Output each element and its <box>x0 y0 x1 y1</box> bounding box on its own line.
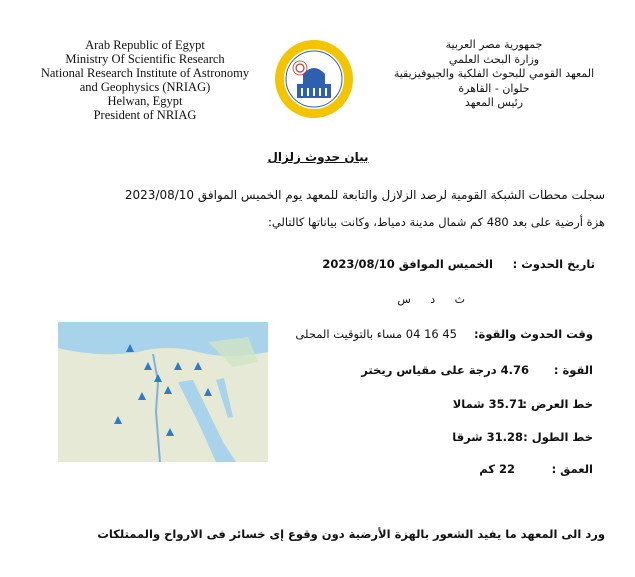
nriag-logo <box>273 38 355 120</box>
english-line-4: and Geophysics (NRIAG) <box>79 80 211 94</box>
latitude-label: خط العرض : <box>522 397 593 411</box>
english-header <box>30 38 260 122</box>
english-line-1: Arab Republic of Egypt <box>85 38 205 52</box>
map-graphic <box>58 322 268 462</box>
arabic-header <box>378 38 610 111</box>
time-label: وقت الحدوث والقوة: <box>473 327 593 341</box>
english-line-2: Ministry Of Scientific Research <box>65 52 225 66</box>
english-line-3: National Research Institute of Astronomy <box>40 66 250 80</box>
english-line-5: Helwan, Egypt <box>107 94 183 108</box>
longitude-value: 31.28 شرقا <box>452 430 523 444</box>
time-units: ث د س <box>397 293 465 306</box>
depth-value: 22 كم <box>479 462 515 476</box>
arabic-line-4: حلوان - القاهرة <box>458 81 530 95</box>
latitude-value: 35.71 شمالا <box>452 397 525 411</box>
english-line-6: President of NRIAG <box>93 108 197 122</box>
date-label: تاريخ الحدوث : <box>512 257 595 271</box>
epicenter-map <box>58 322 268 462</box>
logo-emblem-icon <box>273 38 355 120</box>
document-title: بيان حدوث زلزال <box>267 150 369 164</box>
depth-label: العمق : <box>551 462 593 476</box>
magnitude-label: القوة : <box>553 363 593 377</box>
arabic-line-1: جمهورية مصر العربية <box>445 38 543 51</box>
arabic-line-5: رئيس المعهد <box>464 96 524 109</box>
longitude-label: خط الطول : <box>523 430 593 444</box>
date-value: الخميس الموافق 2023/08/10 <box>322 257 493 271</box>
intro-line-2: هزة أرضية على بعد 480 كم شمال مدينة دمياط، وكانت بياناتها كالتالي: <box>267 215 605 229</box>
magnitude-value: 4.76 درجة على مقياس ريختر <box>361 363 529 377</box>
intro-line-1: سجلت محطات الشبكة القومية لرصد الزلازل والتابعة للمعهد يوم الخميس الموافق 2023/08/10 <box>124 188 605 202</box>
footer-statement: ورد الى المعهد ما يفيد الشعور بالهزة الأرضية دون وقوع إى خسائر فى الارواح والممتلكات <box>97 527 605 541</box>
arabic-line-3: المعهد القومي للبحوث الفلكية والجيوفيزيقية <box>393 67 595 80</box>
arabic-line-2: وزارة البحث العلمي <box>448 52 540 66</box>
time-value: 45 16 04 مساء بالتوقيت المحلى <box>295 327 457 341</box>
